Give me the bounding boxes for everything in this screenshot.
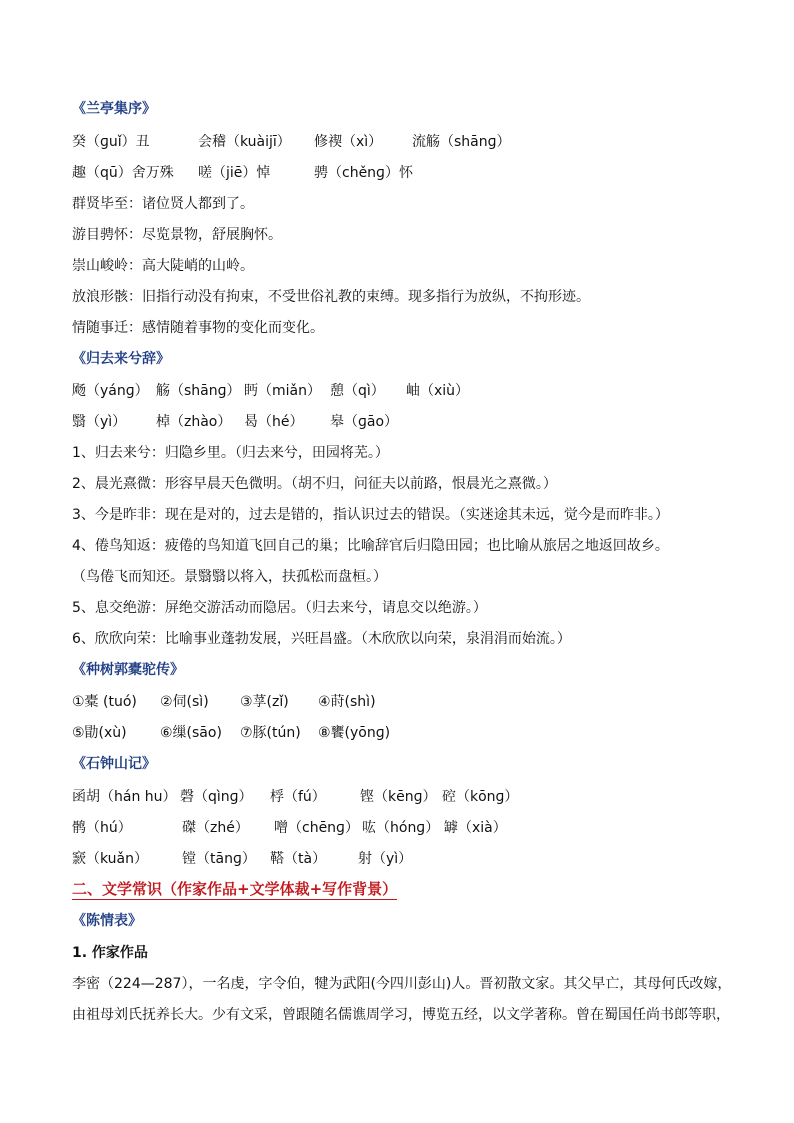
pinyin-item: 吰（hónɡ） <box>362 820 440 836</box>
pinyin-item: 憩（qì） <box>330 383 385 399</box>
heading-lanting: 《兰亭集序》 <box>72 101 156 117</box>
idiom-line: 2、晨光熹微：形容早晨天色微明。（胡不归，问征夫以前路，恨晨光之熹微。） <box>72 476 557 492</box>
heading-guiqulai: 《归去来兮辞》 <box>72 351 170 367</box>
heading-chenqing: 《陈情表》 <box>72 913 142 929</box>
heading-zhongshu: 《种树郭橐驼传》 <box>72 662 184 678</box>
idiom-line: 6、欣欣向荣：比喻事业蓬勃发展，兴旺昌盛。（木欣欣以向荣，泉涓涓而始流。） <box>72 631 571 647</box>
pinyin-item: ⑤勖(xù) <box>72 725 127 741</box>
pinyin-item: 嗟（jiē）悼 <box>198 165 271 181</box>
pinyin-item: 骋（chěnɡ）怀 <box>314 165 413 181</box>
pinyin-item: 窾（kuǎn） <box>72 851 149 867</box>
pinyin-item: 趣（qū）舍万殊 <box>72 165 174 181</box>
pinyin-item: 铿（kēnɡ） <box>360 789 437 805</box>
pinyin-item: 癸（ɡuǐ）丑 <box>72 134 150 150</box>
idiom-line: 3、今是昨非：现在是对的，过去是错的，指认识过去的错误。（实迷途其未远，觉今是而昨非。） <box>72 507 669 523</box>
pinyin-item: 会稽（kuàijī） <box>198 134 291 150</box>
paragraph-line: 李密（224—287），一名虔，字令伯，犍为武阳(今四川彭山)人。晋初散文家。其父早亡，其母何氏改嫁， <box>72 976 732 992</box>
pinyin-item: 曷（hé） <box>244 414 304 430</box>
term-line: 群贤毕至：诸位贤人都到了。 <box>72 196 254 212</box>
pinyin-item: 棹（zhào） <box>156 414 232 430</box>
pinyin-item: 岫（xiù） <box>406 383 470 399</box>
section-title: 二、文学常识（作家作品+文学体裁+写作背景） <box>72 880 398 898</box>
pinyin-item: 鹘（hú） <box>72 820 132 836</box>
pinyin-item: ⑥缫(sāo) <box>160 725 222 741</box>
pinyin-item: 罅（xià） <box>444 820 507 836</box>
term-line: 放浪形骸：旧指行动没有拘束，不受世俗礼教的束缚。现多指行为放纵，不拘形迹。 <box>72 289 590 305</box>
pinyin-item: 桴（fú） <box>270 789 326 805</box>
pinyin-item: 函胡（hán hu） <box>72 789 177 805</box>
pinyin-item: ②伺(sì) <box>160 694 209 710</box>
term-line: 游目骋怀：尽览景物，舒展胸怀。 <box>72 227 282 243</box>
pinyin-item: 觞（shānɡ） <box>156 383 241 399</box>
pinyin-item: 硿（kōnɡ） <box>442 789 519 805</box>
pinyin-item: 流觞（shānɡ） <box>412 134 511 150</box>
idiom-line: （鸟倦飞而知还。景翳翳以将入，扶孤松而盘桓。） <box>72 569 387 585</box>
pinyin-item: ⑧饔(yōnɡ) <box>318 725 391 741</box>
pinyin-item: 眄（miǎn） <box>244 383 321 399</box>
pinyin-item: 皋（ɡāo） <box>330 414 399 430</box>
idiom-line: 4、倦鸟知返：疲倦的鸟知道飞回自己的巢；比喻辞官后归隐田园；也比喻从旅居之地返回故乡。 <box>72 538 669 554</box>
pinyin-item: 飏（yánɡ） <box>72 383 149 399</box>
paragraph-line: 由祖母刘氏抚养长大。少有文采，曾跟随名儒谯周学习，博览五经，以文学著称。曾在蜀国任尚书郎等职， <box>72 1007 730 1023</box>
pinyin-item: 修禊（xì） <box>314 134 383 150</box>
pinyin-item: 鞳（tà） <box>270 851 327 867</box>
pinyin-item: 磬（qìnɡ） <box>180 789 253 805</box>
pinyin-item: 磔（zhé） <box>182 820 249 836</box>
pinyin-item: 翳（yì） <box>72 414 127 430</box>
pinyin-item: ①橐 (tuó) <box>72 694 137 710</box>
term-line: 情随事迁：感情随着事物的变化而变化。 <box>72 320 324 336</box>
idiom-line: 5、息交绝游：屏绝交游活动而隐居。（归去来兮，请息交以绝游。） <box>72 600 487 616</box>
heading-shizhong: 《石钟山记》 <box>72 756 156 772</box>
term-line: 崇山峻岭：高大陡峭的山岭。 <box>72 258 254 274</box>
idiom-line: 1、归去来兮：归隐乡里。（归去来兮，田园将芜。） <box>72 445 389 461</box>
pinyin-item: ③莩(zǐ) <box>240 694 289 710</box>
pinyin-item: 镗（tānɡ） <box>182 851 256 867</box>
pinyin-item: 噌（chēnɡ） <box>274 820 359 836</box>
pinyin-item: ⑦豚(tún) <box>240 725 301 741</box>
subheading-author: 1. 作家作品 <box>72 945 148 961</box>
pinyin-item: 射（yì） <box>358 851 413 867</box>
pinyin-item: ④莳(shì) <box>318 694 376 710</box>
